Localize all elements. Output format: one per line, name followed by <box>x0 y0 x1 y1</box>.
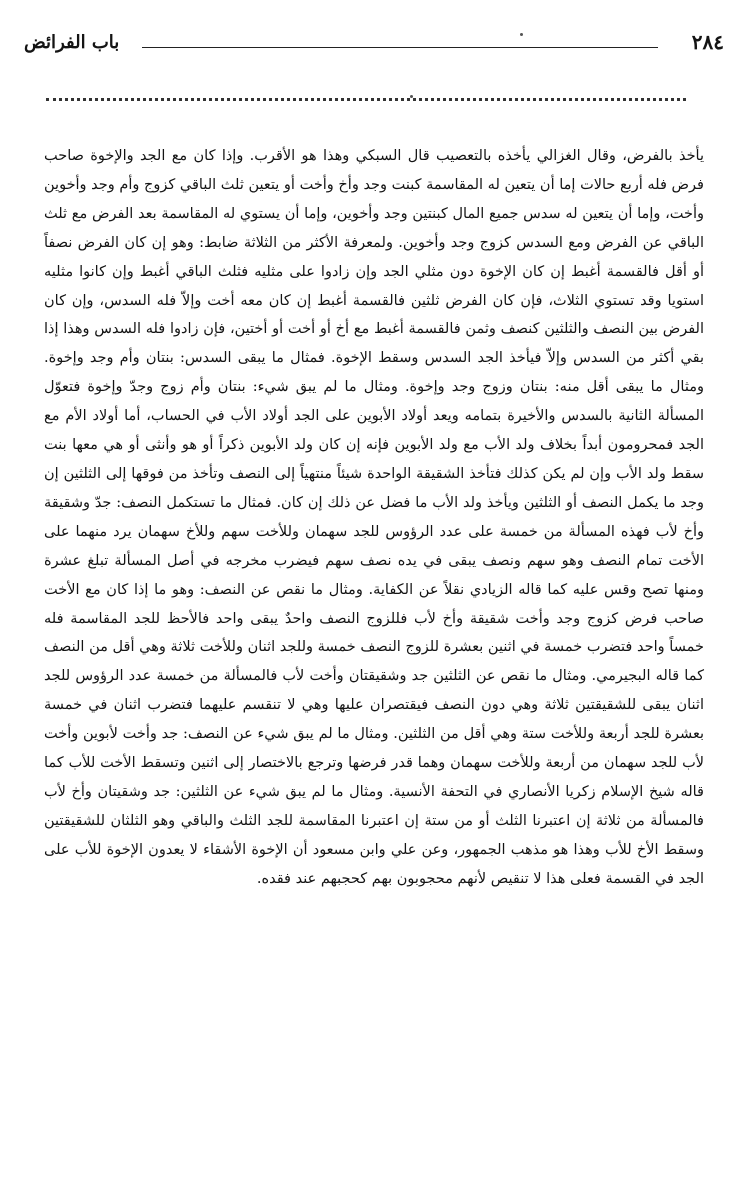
chapter-title: باب الفرائض <box>24 32 120 53</box>
body-paragraph: يأخذ بالفرض، وقال الغزالي يأخذه بالتعصيب قال السبكي وهذا هو الأقرب. وإذا كان مع الجد والإخوة صاحب فرض فله أربع حالات إما أن يتعين له المقاسمة كبنت وجد وأخ وأخت أو يتعين ثلث الباقي كزوج وأم وجد وأخوين وأخت، وإما أن يتعين له سدس جميع المال كبنتين وجد وأخوين، وإما أن يستوي له المقاسمة بعد الفرض مع ثلث الباقي عن الفرض ومع السدس كزوج وجد وأخوين. ولمعرفة الأكثر من الثلاثة ضابط: وهو إن كان الفرض نصفاً أو أقل فالقسمة أغبط إن كان الإخوة دون مثلي الجد وإن زادوا على مثليه فثلث الباقي أغبط وإن كانوا مثليه استويا وقد تستوي الثلاث، فإن كان الفرض ثلثين فالقسمة أغبط إن كان معه أخت وإلاّ فله السدس، وإن كان الفرض بين النصف والثلثين كنصف وثمن فالقسمة أغبط مع أخ أو أخت أو أختين، فإن زادوا فله السدس وهذا إذا بقي أكثر من السدس وإلاّ فيأخذ الجد السدس وسقط الإخوة. فمثال ما يبقى السدس: بنتان وأم وجد وإخوة. ومثال ما يبقى أقل منه: بنتان وزوج وجد وإخوة. ومثال ما لم يبق شيء: بنتان وأم زوج وجدّ وإخوة فتعوّل المسألة الثانية بالسدس والأخيرة بتمامه ويعد أولاد الأبوين على الجد أولاد الأب في الحساب، أما أولاد الأم مع الجد فمحرومون أبداً بخلاف ولد الأب مع ولد الأبوين فإنه إن كان ولد الأبوين ذكراً أو هو وأنثى أو هي معها بنت سقط ولد الأب وإن لم يكن كذلك فتأخذ الشقيقة الواحدة شيئاً منتهياً إلى النصف وتأخذ من فوقها إلى الثلثين إن وجد ما يكمل النصف أو الثلثين ويأخذ ولد الأب ما فضل عن ذلك إن كان. فمثال ما تستكمل النصف: جدّ وشقيقة وأخ لأب فهذه المسألة من خمسة على عدد الرؤوس للجد سهمان وللأخت سهم وللأخ سهمان يرد منهما على الأخت تمام النصف وهو سهم ونصف يبقى في يده نصف سهم فيضرب مخرجه في أصل المسألة تبلغ عشرة ومنها تصح وقس عليه كما قاله الزيادي نقلاً عن الكفاية. ومثال ما نقص عن النصف: وهو ما إذا كان مع الأخت صاحب فرض كزوج وجد وأخت شقيقة وأخ لأب فللزوج النصف واحدٌ يبقى واحد فالأحظ للجد المقاسمة فله خمساً واحد فتضرب خمسة في اثنين بعشرة للزوج النصف خمسة وللجد اثنان وللأخت ثلاثة وهي أقل من النصف كما قاله البجيرمي. ومثال ما نقص عن الثلثين جد وشقيقتان وأخت لأب فالمسألة من خمسة عدد الرؤوس للجد اثنان يبقى للشقيقتين ثلاثة وهي دون النصف فيقتصران عليها وهي لا تنقسم عليهما فتضرب اثنان في خمسة بعشرة للجد أربعة وللأخت ستة وهي أقل من الثلثين. ومثال ما لم يبق شيء عن النصف: جد وأخت لأبوين وأخت لأب للجد سهمان من أربعة وللأخت سهمان وهما قدر فرضها وترجع بالاختصار إلى اثنين وتسقط الأخت للأب كما قاله شيخ الإسلام زكريا الأنصاري في التحفة الأنسية. ومثال ما لم يبق شيء عن الثلثين: جد وشقيتان وأخ لأب فالمسألة من ثلاثة إن اعتبرنا الثلث أو من ستة إن اعتبرنا المقاسمة للجد الثلث والباقي وهو الثلثان للشقيقتين وسقط الأخ للأب وهذا هو مذهب الجمهور، وعن علي وابن مسعود أن الإخوة الأشقاء لا يعدون الإخوة للأب على الجد في القسمة فعلى هذا لا تنقيص لأنهم محجوبون بهم كحجبهم عند فقده. <box>44 148 704 887</box>
header-rule <box>142 47 658 48</box>
page-number: ٢٨٤ <box>691 30 724 54</box>
stray-mark <box>410 95 413 98</box>
running-header <box>24 30 724 58</box>
dotted-separator <box>46 98 686 101</box>
stray-mark <box>520 33 523 36</box>
